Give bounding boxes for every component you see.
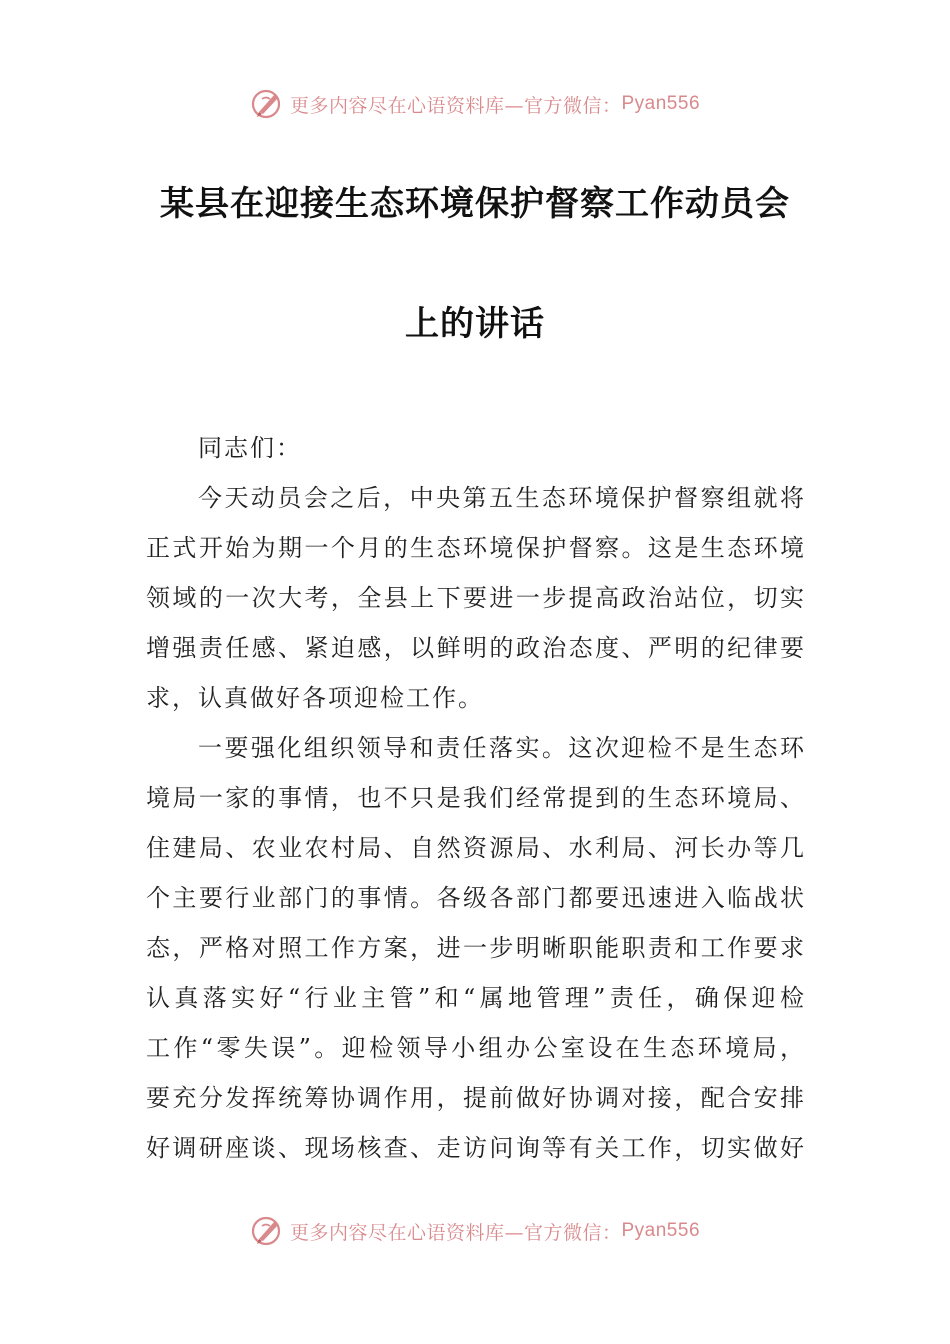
body-line: 好调研座谈、现场核查、走访问询等有关工作，切实做好 (146, 1134, 806, 1162)
document-body (146, 428, 806, 1178)
body-line: 工作“零失误”。迎检领导小组办公室设在生态环境局， (146, 1034, 806, 1062)
body-line: 态，严格对照工作方案，进一步明晰职能职责和工作要求 (146, 934, 806, 962)
body-line: 住建局、农业农村局、自然资源局、水利局、河长办等几 (146, 834, 806, 862)
body-line: 一要强化组织领导和责任落实。这次迎检不是生态环 (198, 734, 806, 762)
body-line: 增强责任感、紧迫感，以鲜明的政治态度、严明的纪律要 (146, 634, 806, 662)
body-line: 认真落实好“行业主管”和“属地管理”责任，确保迎检 (146, 984, 806, 1012)
body-line: 要充分发挥统筹协调作用，提前做好协调对接，配合安排 (146, 1084, 806, 1112)
watermark-wechat-id: Pyan556 (621, 93, 701, 114)
watermark-text: 更多内容尽在心语资料库—官方微信： (289, 1221, 622, 1244)
body-line: 正式开始为期一个月的生态环境保护督察。这是生态环境 (146, 534, 806, 562)
pen-logo-icon (250, 87, 284, 121)
body-line: 境局一家的事情，也不只是我们经常提到的生态环境局、 (146, 784, 806, 812)
body-line: 领域的一次大考，全县上下要进一步提高政治站位，切实 (146, 584, 806, 612)
body-line: 今天动员会之后，中央第五生态环境保护督察组就将 (198, 484, 806, 512)
watermark-wechat-id: Pyan556 (621, 1220, 701, 1241)
body-line: 个主要行业部门的事情。各级各部门都要迅速进入临战状 (146, 884, 806, 912)
document-title-line-2: 上的讲话 (405, 304, 545, 344)
salutation: 同志们： (198, 434, 302, 462)
body-line: 求，认真做好各项迎检工作。 (146, 684, 484, 712)
watermark-text: 更多内容尽在心语资料库—官方微信： (289, 94, 622, 117)
document-title-line-1: 某县在迎接生态环境保护督察工作动员会 (160, 184, 790, 224)
pen-logo-icon (250, 1214, 284, 1248)
header-watermark (0, 84, 950, 124)
footer-watermark (0, 1211, 950, 1251)
